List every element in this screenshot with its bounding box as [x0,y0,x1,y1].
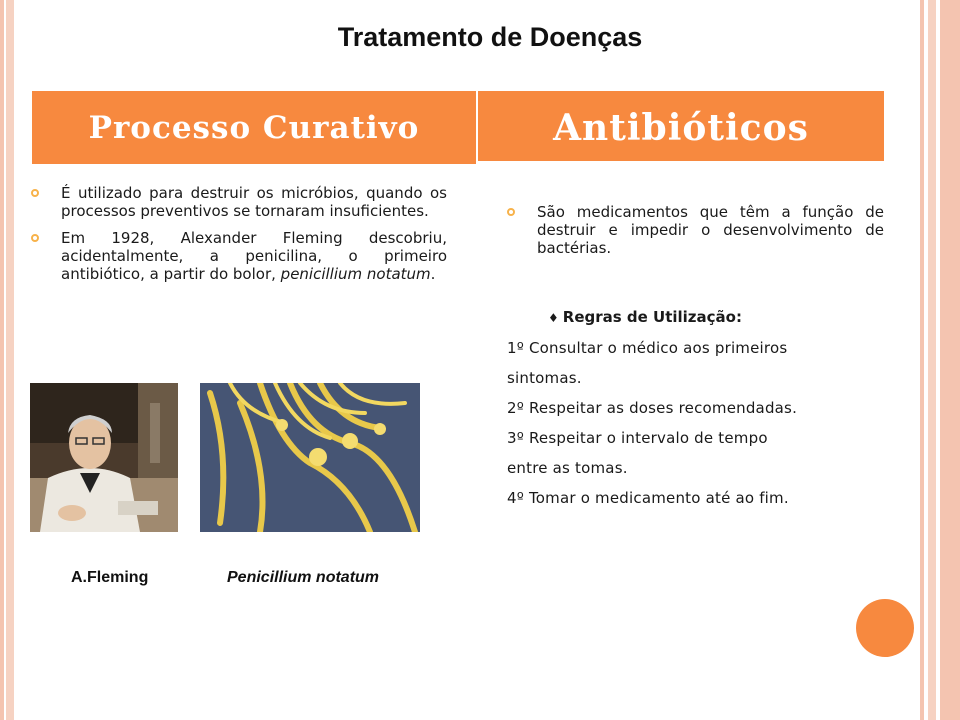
bullet-icon [31,234,39,242]
penicillium-photo [200,383,420,532]
rule-line: 3º Respeitar o intervalo de tempo [507,429,768,447]
rule-line: 2º Respeitar as doses recomendadas. [507,399,798,417]
left-decorative-stripe [0,0,14,720]
rule-line: 4º Tomar o medicamento até ao fim. [507,489,789,507]
rules-title-text: Regras de Utilização: [562,308,742,326]
processo-curativo-list [31,184,447,292]
fleming-caption: A.Fleming [71,569,149,586]
orange-circle-decoration [856,599,914,657]
penicillium-caption: Penicillium notatum [227,569,380,586]
processo-curativo-header: Processo Curativo [32,91,476,164]
rule-line: 1º Consultar o médico aos primeiros [507,339,788,357]
rule-line: sintomas. [507,369,582,387]
right-decorative-stripe [918,0,960,720]
list-item [507,203,884,257]
slide-title: Tratamento de Doenças [337,22,643,52]
list-item [31,229,447,283]
rule-line: entre as tomas. [507,459,628,477]
bullet-text: São medicamentos que têm a função de destruir e impedir o desenvolvimento de bactérias. [537,203,884,257]
bullet-text-end: . [430,265,436,283]
antibioticos-list [507,203,884,257]
fleming-photo [30,383,178,532]
list-item [31,184,447,220]
bullet-text: É utilizado para destruir os micróbios, quando os processos preventivos se tornaram insuficientes. [61,184,447,220]
species-name-italic: penicillium notatum [280,265,431,283]
bullet-text: Em 1928, Alexander Fleming descobriu, acidentalmente, a penicilina, o primeiro antibiótico, a partir do bolor, [61,229,447,283]
bullet-icon [507,208,515,216]
rules-title [548,308,742,326]
diamond-icon: ♦ [548,311,559,325]
antibioticos-header: Antibióticos [478,91,884,161]
bullet-icon [31,189,39,197]
